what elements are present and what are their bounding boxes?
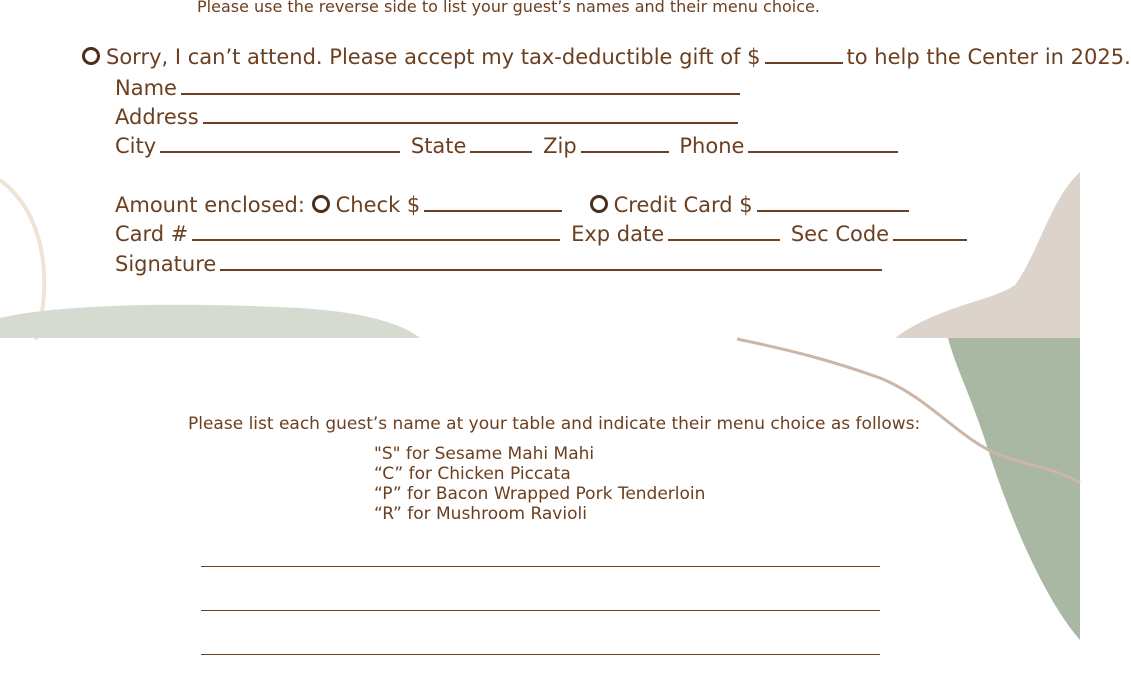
phone-blank[interactable] — [748, 133, 898, 153]
amount-enclosed-row — [115, 192, 913, 218]
city-blank[interactable] — [160, 133, 400, 153]
check-amount-blank[interactable] — [424, 192, 562, 212]
exp-date-label: Exp date — [571, 222, 665, 246]
check-radio[interactable] — [312, 195, 330, 213]
decline-gift-row — [82, 44, 1131, 70]
sec-code-label: Sec Code — [790, 222, 890, 246]
reverse-side-note: Please use the reverse side to list your guest’s names and their menu choice. — [197, 0, 820, 16]
card-details-row — [115, 221, 971, 247]
beige-blob-right — [895, 172, 1080, 338]
phone-label: Phone — [679, 134, 745, 158]
address-label: Address — [115, 105, 199, 129]
city-label: City — [115, 134, 157, 158]
state-blank[interactable] — [470, 133, 532, 153]
decline-radio[interactable] — [82, 47, 100, 65]
name-row — [115, 75, 744, 101]
address-row — [115, 104, 742, 130]
menu-option-chicken: “C” for Chicken Piccata — [374, 464, 571, 484]
decline-text-1: Sorry, I can’t attend. Please accept my tax-deductible gift of $ — [106, 45, 761, 69]
amount-label: Amount enclosed: — [115, 193, 305, 217]
card-number-label: Card # — [115, 222, 189, 246]
card-number-blank[interactable] — [192, 221, 560, 241]
decline-text-2: to help the Center in 2025. — [846, 45, 1131, 69]
city-state-zip-phone-row — [115, 133, 902, 159]
state-label: State — [410, 134, 467, 158]
signature-label: Signature — [115, 252, 217, 276]
sage-blob-right — [948, 338, 1080, 640]
zip-blank[interactable] — [581, 133, 669, 153]
gift-amount-blank[interactable] — [765, 44, 843, 64]
guest-name-line[interactable] — [201, 610, 880, 611]
check-label: Check $ — [335, 193, 421, 217]
guest-name-line[interactable] — [201, 654, 880, 655]
guest-list-instructions: Please list each guest’s name at your table and indicate their menu choice as follows: — [188, 414, 921, 434]
name-blank[interactable] — [181, 75, 740, 95]
guest-name-line[interactable] — [201, 566, 880, 567]
sage-blob-left — [0, 305, 420, 338]
credit-card-radio[interactable] — [590, 195, 608, 213]
menu-option-pork: “P” for Bacon Wrapped Pork Tenderloin — [374, 484, 706, 504]
signature-row — [115, 251, 886, 277]
name-label: Name — [115, 76, 177, 100]
signature-blank[interactable] — [220, 251, 882, 271]
menu-option-ravioli: “R” for Mushroom Ravioli — [374, 504, 587, 524]
credit-card-label: Credit Card $ — [613, 193, 753, 217]
zip-label: Zip — [543, 134, 577, 158]
address-blank[interactable] — [203, 104, 738, 124]
credit-card-amount-blank[interactable] — [757, 192, 909, 212]
sec-code-blank[interactable] — [893, 221, 967, 241]
menu-option-sesame: "S" for Sesame Mahi Mahi — [374, 444, 595, 464]
exp-date-blank[interactable] — [668, 221, 780, 241]
